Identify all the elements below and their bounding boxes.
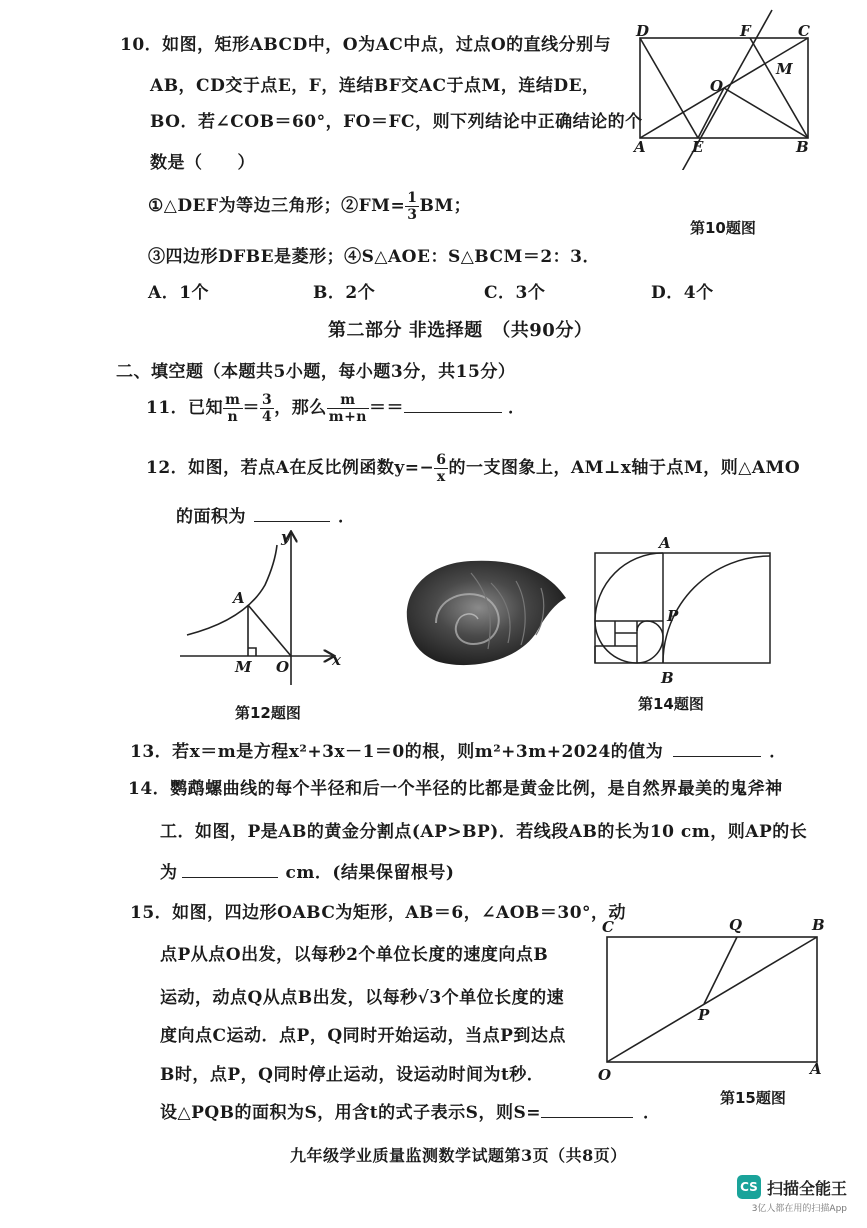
q10-choice-d: D．4个 xyxy=(651,283,714,303)
q10-choice-a: A．1个 xyxy=(148,283,210,303)
q12-label-m: M xyxy=(235,658,252,676)
q10-opt12-post: BM； xyxy=(419,196,472,216)
part2-title: 第二部分 非选择题 （共90分） xyxy=(328,320,593,341)
q13-answer-blank[interactable] xyxy=(673,740,761,757)
q12-answer-blank[interactable] xyxy=(254,505,330,522)
q14-spiral-outer xyxy=(663,556,770,663)
q11-f2-num: 3 xyxy=(262,392,273,408)
q11-line xyxy=(146,392,525,425)
q12-label-a: A xyxy=(233,589,245,607)
q15-label-c: C xyxy=(602,918,614,936)
q15-diagonal-ob xyxy=(607,937,817,1062)
q10-label-f: F xyxy=(740,22,751,40)
q13-end: ． xyxy=(769,742,787,762)
q14-line3-post: cm．(结果保留根号) xyxy=(285,863,455,883)
q14-label-a: A xyxy=(659,534,671,552)
q11-end: ． xyxy=(507,398,526,418)
q15-label-p: P xyxy=(698,1006,710,1024)
q10-figure xyxy=(620,5,820,170)
q11-eq: ＝ xyxy=(242,398,260,418)
q10-label-c: C xyxy=(798,22,810,40)
q12-label-o: O xyxy=(276,658,290,676)
q10-fraction xyxy=(405,190,419,223)
q15-label-q: Q xyxy=(729,916,743,934)
q15-answer-blank[interactable] xyxy=(541,1101,633,1118)
q10-label-d: D xyxy=(636,22,650,40)
q15-line6-post: ． xyxy=(642,1103,661,1123)
q15-label-b: B xyxy=(812,916,825,934)
q10-label-m: M xyxy=(776,60,793,78)
q15-line1: 15．如图，四边形OABC为矩形，AB＝6，∠AOB＝30°，动 xyxy=(130,903,627,923)
scanner-name: 扫描全能王 xyxy=(766,1178,847,1198)
q12-line2 xyxy=(176,502,356,527)
q15-figure xyxy=(592,912,832,1082)
q10-frac-num: 1 xyxy=(407,190,418,206)
q15-label-a: A xyxy=(810,1060,822,1078)
q10-options-3-4: ③四边形DFBE是菱形；④S△AOE：S△BCM＝2：3． xyxy=(148,247,600,267)
q15-label-o: O xyxy=(598,1066,612,1082)
q12-f-den: x xyxy=(436,469,446,485)
q13-line xyxy=(130,737,787,762)
q14-line3-pre: 为 xyxy=(160,863,178,883)
q12-figure-caption: 第12题图 xyxy=(235,704,301,722)
q10-figure-caption: 第10题图 xyxy=(690,219,756,237)
q12-figure xyxy=(175,525,355,695)
q11-answer-blank[interactable] xyxy=(404,396,502,413)
q12-end: ． xyxy=(338,507,356,527)
q11-frac-m-n xyxy=(223,392,242,425)
q10-opt12-pre: ①△DEF为等边三角形；②FM= xyxy=(148,196,406,216)
q10-line3: BO．若∠COB＝60°，FO＝FC，则下列结论中正确结论的个 xyxy=(150,112,643,132)
q14-figure-caption: 第14题图 xyxy=(638,695,704,713)
section2-title: 二、填空题（本题共5小题，每小题3分，共15分） xyxy=(116,362,516,382)
q12-f-num: 6 xyxy=(436,452,447,468)
q10-options-1-2 xyxy=(148,190,471,223)
q15-line2: 点P从点O出发，以每秒2个单位长度的速度向点B xyxy=(160,945,549,965)
q14-line2: 工．如图，P是AB的黄金分割点(AP>BP)．若线段AB的长为10 cm，则AP的长 xyxy=(160,822,808,842)
q12-frac xyxy=(434,452,448,485)
q10-line2: AB，CD交于点E，F，连结BF交AC于点M，连结DE， xyxy=(150,76,600,96)
q11-f2-den: 4 xyxy=(262,409,273,425)
scanner-subtitle: 3亿人都在用的扫描App xyxy=(751,1204,847,1214)
q12-pre: 12．如图，若点A在反比例函数y=− xyxy=(146,458,435,478)
q11-frac-m-mn xyxy=(327,392,369,425)
q13-text: 13．若x＝m是方程x²+3x－1＝0的根，则m²+3m+2024的值为 xyxy=(130,742,664,762)
q14-label-b: B xyxy=(661,669,674,687)
q11-mid: ，那么 xyxy=(274,398,327,418)
q10-label-e: E xyxy=(692,138,704,156)
q11-f3-num: m xyxy=(327,392,369,409)
q10-line4: 数是（ ） xyxy=(150,153,255,173)
page-footer: 九年级学业质量监测数学试题第3页（共8页） xyxy=(290,1146,627,1165)
q12-line2-text: 的面积为 xyxy=(176,507,246,527)
q14-label-p: P xyxy=(667,607,679,625)
q11-post: ＝＝ xyxy=(368,398,404,418)
q12-label-y: y xyxy=(281,528,290,546)
q10-label-a: A xyxy=(634,138,646,156)
q10-frac-den: 3 xyxy=(407,207,418,223)
q15-line6 xyxy=(160,1098,660,1123)
q12-post: 的一支图象上，AM⊥x轴于点M，则△AMO xyxy=(448,458,801,478)
q11-frac-3-4 xyxy=(260,392,274,425)
q14-figure xyxy=(585,528,785,693)
nautilus-shell-image xyxy=(396,553,572,673)
q15-line5: B时，点P，Q同时停止运动，设运动时间为t秒． xyxy=(160,1065,545,1085)
q10-choice-b: B．2个 xyxy=(313,283,376,303)
q12-curve xyxy=(187,545,277,635)
q12-line1 xyxy=(146,452,800,485)
q11-f1-num: m xyxy=(225,392,241,408)
q15-figure-caption: 第15题图 xyxy=(720,1089,786,1107)
scanner-logo-icon: CS xyxy=(737,1175,761,1199)
q14-line3 xyxy=(160,858,454,883)
q15-line4: 度向点C运动．点P，Q同时开始运动，当点P到达点 xyxy=(160,1026,566,1046)
q11-pre: 11．已知 xyxy=(146,398,224,418)
q10-label-o: O xyxy=(710,77,724,95)
q11-f1-den: n xyxy=(227,409,239,425)
q10-choice-c: C．3个 xyxy=(484,283,546,303)
scanner-watermark xyxy=(737,1175,847,1214)
q15-line3: 运动，动点Q从点B出发，以每秒√3个单位长度的速 xyxy=(160,988,565,1008)
q14-line1: 14．鹦鹉螺曲线的每个半径和后一个半径的比都是黄金比例，是自然界最美的鬼斧神 xyxy=(128,779,783,799)
q12-label-x: x xyxy=(332,651,341,669)
q14-answer-blank[interactable] xyxy=(182,861,278,878)
q11-f3-den: m+n xyxy=(328,409,367,425)
q15-line6-pre: 设△PQB的面积为S，用含t的式子表示S，则S= xyxy=(160,1103,541,1123)
q10-line1: 10．如图，矩形ABCD中，O为AC中点，过点O的直线分别与 xyxy=(120,35,612,55)
q10-label-b: B xyxy=(796,138,809,156)
